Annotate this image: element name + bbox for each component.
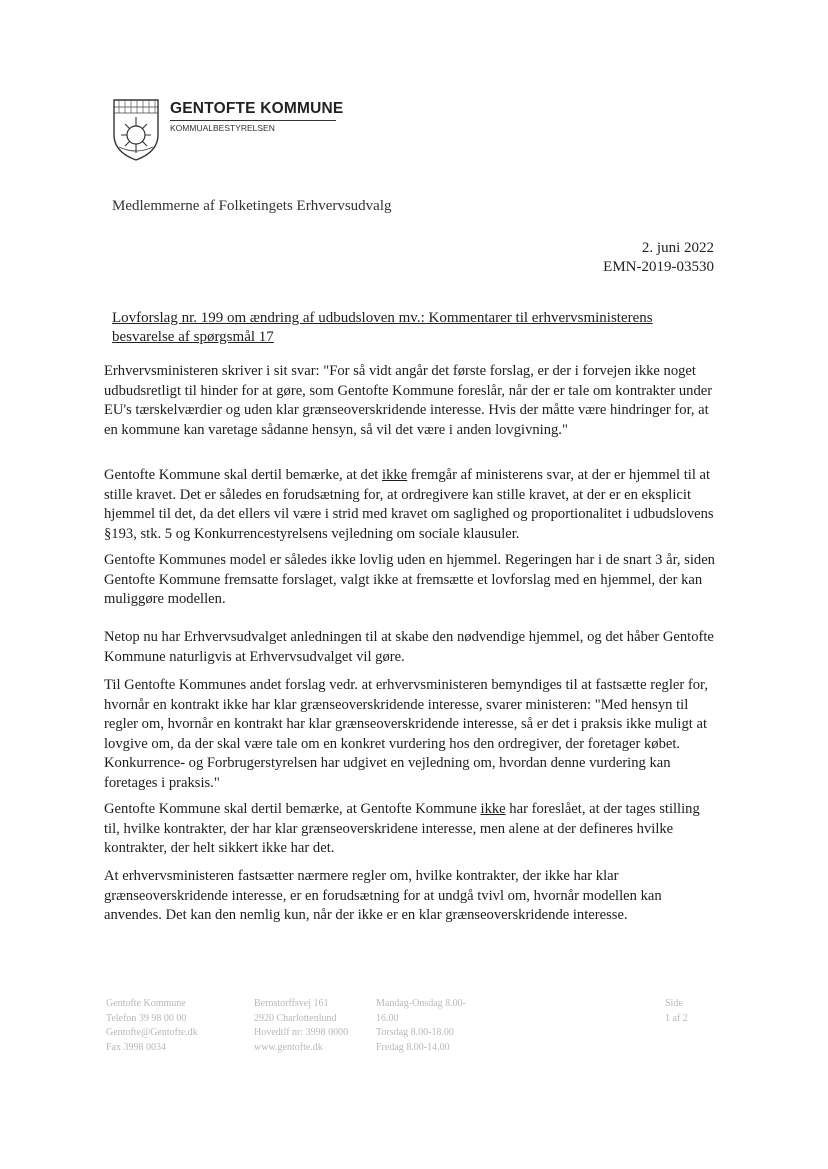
footer-line: 16.00	[376, 1012, 399, 1024]
organization-name: GENTOFTE KOMMUNE	[170, 100, 344, 117]
footer-opening-hours	[376, 997, 466, 1055]
paragraph-text: At erhvervsministeren fastsætter nærmere regler om, hvilke kontrakter, der ikke har klar grænseoverskridende interesse, er en forudsætning for at undgå tvivl om, hvornår modellen kan anvendes. Det kan den nemlig kun, når der ikke er en klar grænseoverskridende interesse.	[104, 868, 662, 923]
paragraph-2	[104, 466, 719, 544]
organization-department: KOMMUALBESTYRELSEN	[170, 123, 275, 133]
footer-line: Gentofte@Gentofte.dk	[106, 1027, 198, 1038]
paragraph-text: Erhvervsministeren skriver i sit svar: "For så vidt angår det første forslag, er der i forvejen ikke noget udbudsretligt til hinder for at gøre, som Gentofte Kommune foreslår, når der er tale om kontrakter under EU's tærskelværdier og uden klar grænseoverskridende interesse. Hvis der måtte være hindringer for, at en kommune kan varetage sådanne hensyn, så vil det være i anden lovgivning."	[104, 363, 713, 438]
footer-line: www.gentofte.dk	[254, 1041, 323, 1053]
footer-line: Bernstorffsvej 161	[254, 998, 329, 1009]
footer-address	[254, 997, 348, 1055]
paragraph-text: Til Gentofte Kommunes andet forslag vedr. at erhvervsministeren bemyndiges til at fastsætte regler for, hvornår en kontrakt ikke har klar grænseoverskridende interesse, svarer ministeren: "Med hensyn til regler om, hvornår en kontrakt har klar grænseoverskridende interesse, så er det i praksis ikke muligt at lovgive om, da der skal være tale om en konkret vurdering hos den ordregiver, der foretager købet. Konkurrence- og Forbrugerstyrelsen har udgivet en vejledning om, hvordan denne vurdering kan foretages i praksis."	[104, 677, 708, 791]
paragraph-text	[104, 800, 719, 859]
footer-line: Mandag-Onsdag 8.00-	[376, 998, 466, 1009]
paragraph-6	[104, 800, 719, 859]
footer-contact	[106, 997, 198, 1055]
paragraph-text: Gentofte Kommunes model er således ikke lovlig uden en hjemmel. Regeringen har i de snart 3 år, siden Gentofte Kommune fremsatte forslaget, valgt ikke at fremsætte et lovforslag med en hjemmel, der kan muliggøre modellen.	[104, 552, 715, 607]
paragraph-text-part: fremgår af ministerens svar, at der er hjemmel til at stille kravet. Det er således en forudsætning for, at ordregivere kan stille kravet, at der er en eksplicit hjemmel til det, da det ellers vil være i strid med kravet om saglighed og proportionalitet i udbudslovens §193, stk. 5 og Konkurrencestyrelsens vejledning om sociale klausuler.	[104, 467, 714, 542]
case-reference: EMN-2019-03530	[603, 259, 714, 275]
footer-page-number	[665, 997, 688, 1026]
paragraph-text	[104, 466, 719, 544]
letter-date: 2. juni 2022	[641, 240, 714, 256]
paragraph-7	[104, 867, 719, 926]
footer-line: 2920 Charlottenlund	[254, 1012, 337, 1024]
footer-line: Hovedtlf nr: 3998 0000	[254, 1027, 349, 1038]
paragraph-5	[104, 676, 719, 793]
footer-line: Fredag 8.00-14.00	[376, 1041, 450, 1053]
recipient: Medlemmerne af Folketingets Erhvervsudvalg	[112, 198, 392, 214]
footer-line: Gentofte Kommune	[106, 998, 186, 1009]
emphasis-underlined: ikke	[480, 801, 506, 817]
paragraph-text-part: Gentofte Kommune skal dertil bemærke, at Gentofte Kommune	[104, 801, 481, 817]
letterhead-divider	[170, 120, 336, 121]
paragraph-1	[104, 362, 719, 440]
footer-line: Torsdag 8.00-18.00	[376, 1027, 454, 1038]
paragraph-3	[104, 551, 719, 610]
footer-line: Telefon 39 98 00 00	[106, 1012, 187, 1024]
footer-line: Side	[665, 998, 683, 1009]
subject-heading: Lovforslag nr. 199 om ændring af udbudsloven mv.: Kommentarer til erhvervsministerens besvarelse af spørgsmål 17	[112, 310, 653, 345]
paragraph-4	[104, 628, 719, 667]
paragraph-text: Netop nu har Erhvervsudvalget anledningen til at skabe den nødvendige hjemmel, og det håber Gentofte Kommune naturligvis at Erhvervsudvalget vil gøre.	[104, 629, 714, 665]
paragraph-text-part: Gentofte Kommune skal dertil bemærke, at det	[104, 467, 383, 483]
paragraph-text-part: har foreslået, at der tages stilling til, hvilke kontrakter, der har klar grænseoverskridene interesse, men alene at der defineres hvilke kontrakter, der helt sikkert ikke har det.	[104, 801, 700, 856]
emphasis-underlined: ikke	[382, 467, 408, 483]
footer-line: Fax 3998 0034	[106, 1041, 166, 1053]
municipal-crest-logo	[111, 97, 161, 162]
footer-line: 1 af 2	[665, 1012, 688, 1024]
